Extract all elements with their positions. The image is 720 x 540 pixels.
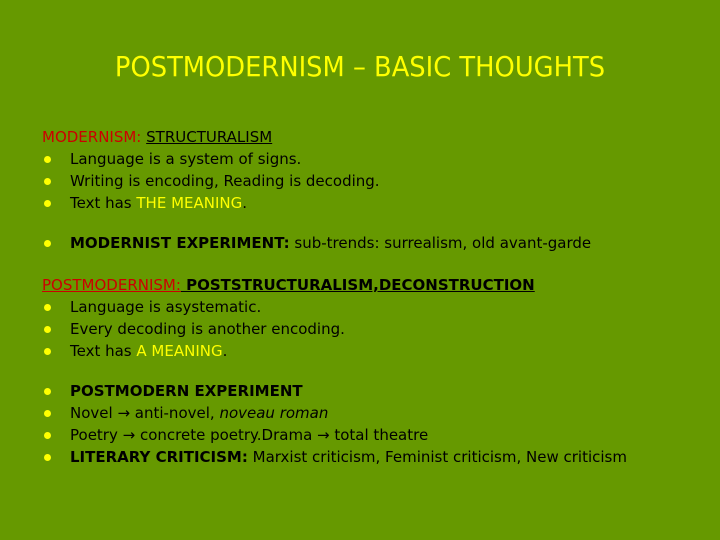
bullet-icon xyxy=(44,178,51,185)
bullet-icon xyxy=(44,240,51,247)
modernism-heading xyxy=(42,126,712,148)
slide-title: POSTMODERNISM – BASIC THOUGHTS xyxy=(114,50,606,83)
list-item: Poetry → concrete poetry.Drama → total theatre xyxy=(42,424,712,446)
modernism-label: MODERNISM: xyxy=(42,128,142,146)
bullet-icon xyxy=(44,454,51,461)
the-meaning-highlight: THE MEANING xyxy=(136,194,243,212)
bullet-icon xyxy=(44,410,51,417)
bullet-icon xyxy=(44,304,51,311)
slide-content xyxy=(42,126,712,468)
poststructuralism-label: POSTSTRUCTURALISM,DECONSTRUCTION xyxy=(180,276,535,294)
list-item: MODERNIST EXPERIMENT: sub-trends: surrealism, old avant-garde xyxy=(42,232,712,254)
list-item: Text has THE MEANING. xyxy=(42,192,712,214)
bullet-icon xyxy=(44,388,51,395)
postmodernism-label: POSTMODERNISM: xyxy=(42,276,181,294)
list-item: Every decoding is another encoding. xyxy=(42,318,712,340)
bullet-icon xyxy=(44,326,51,333)
list-item: LITERARY CRITICISM: Marxist criticism, Feminist criticism, New criticism xyxy=(42,446,712,468)
list-item: Language is a system of signs. xyxy=(42,148,712,170)
postmodernism-heading xyxy=(42,274,712,296)
bullet-icon xyxy=(44,348,51,355)
postmodern-experiment-label: POSTMODERN xyxy=(70,382,195,400)
list-item: Novel → anti-novel, noveau roman xyxy=(42,402,712,424)
literary-criticism-label: LITERARY CRITICISM: xyxy=(70,448,248,466)
bullet-icon xyxy=(44,200,51,207)
a-meaning-highlight: A MEANING xyxy=(136,342,223,360)
list-item: Writing is encoding, Reading is decoding. xyxy=(42,170,712,192)
list-item: Language is asystematic. xyxy=(42,296,712,318)
bullet-icon xyxy=(44,156,51,163)
list-item: POSTMODERN EXPERIMENT xyxy=(42,380,712,402)
structuralism-label: STRUCTURALISM xyxy=(146,128,273,146)
bullet-icon xyxy=(44,432,51,439)
modernist-experiment-label: MODERNIST EXPERIMENT: xyxy=(70,234,290,252)
list-item: Text has A MEANING. xyxy=(42,340,712,362)
